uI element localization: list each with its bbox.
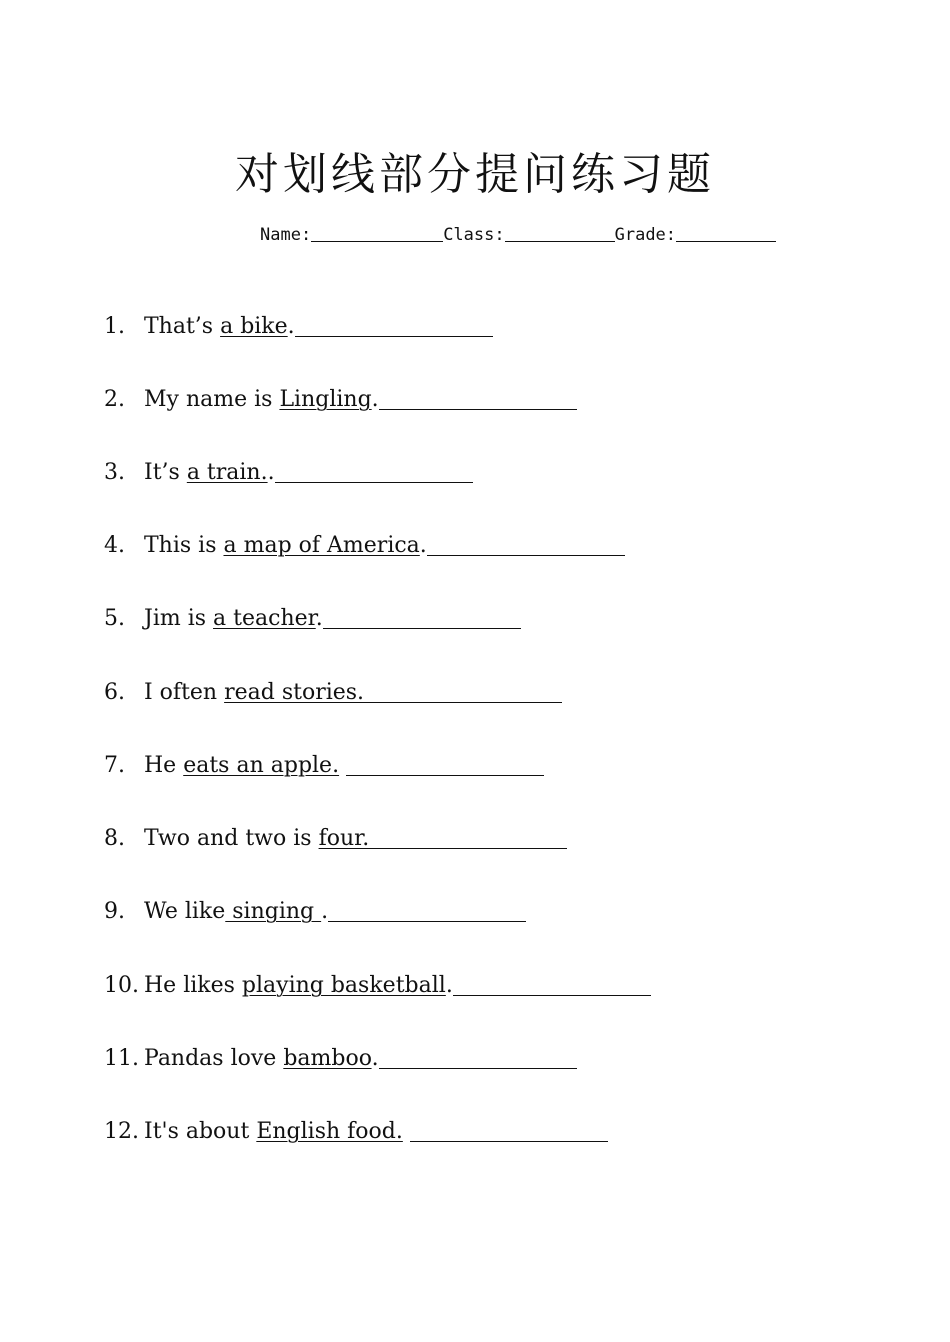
question-text: He [144, 753, 184, 778]
question-end: . [267, 460, 275, 485]
question-9 [104, 899, 526, 924]
question-number: 9. [104, 899, 125, 924]
question-end: . [321, 899, 329, 924]
question-end [339, 753, 346, 778]
underlined-part: a map of America [223, 533, 420, 558]
underlined-part: a teacher [213, 606, 316, 631]
question-5 [104, 606, 521, 631]
question-1 [104, 314, 493, 339]
answer-blank[interactable] [369, 826, 567, 849]
answer-blank[interactable] [275, 460, 473, 483]
question-end: . [371, 387, 379, 412]
question-3 [104, 460, 473, 485]
question-end: . [445, 973, 453, 998]
question-text: That’s [144, 314, 221, 339]
underlined-part: bamboo [283, 1046, 372, 1071]
question-2 [104, 387, 577, 412]
question-number: 3. [104, 460, 125, 485]
question-text: We like [144, 899, 226, 924]
underlined-part: a bike [220, 314, 288, 339]
student-info [260, 224, 776, 245]
answer-blank[interactable] [364, 680, 562, 703]
underlined-part: four. [318, 826, 370, 851]
grade-blank[interactable] [676, 224, 776, 242]
question-12 [104, 1119, 608, 1144]
answer-blank[interactable] [323, 606, 521, 629]
underlined-part: playing basketball [241, 973, 446, 998]
question-7 [104, 753, 544, 778]
question-number: 8. [104, 826, 125, 851]
question-number: 2. [104, 387, 125, 412]
underlined-part: a train. [186, 460, 268, 485]
class-blank[interactable] [505, 224, 615, 242]
question-number: 4. [104, 533, 125, 558]
underlined-part: English food. [256, 1119, 403, 1144]
question-text: It's about [144, 1119, 257, 1144]
name-blank[interactable] [311, 224, 443, 242]
question-10 [104, 973, 651, 998]
name-label: Name: [260, 225, 312, 245]
question-text: Jim is [144, 606, 214, 631]
question-end: . [315, 606, 323, 631]
answer-blank[interactable] [453, 973, 651, 996]
answer-blank[interactable] [379, 387, 577, 410]
question-number: 11. [104, 1046, 139, 1071]
question-6 [104, 680, 562, 705]
underlined-part: Lingling [279, 387, 372, 412]
question-end [403, 1119, 410, 1144]
question-text: He likes [144, 973, 242, 998]
answer-blank[interactable] [410, 1119, 608, 1142]
underlined-part: read stories. [224, 680, 365, 705]
question-end: . [419, 533, 427, 558]
class-label: Class: [443, 225, 505, 245]
question-end: . [371, 1046, 379, 1071]
answer-blank[interactable] [427, 533, 625, 556]
question-text: My name is [144, 387, 280, 412]
question-number: 10. [104, 973, 139, 998]
answer-blank[interactable] [379, 1046, 577, 1069]
underlined-part: eats an apple. [183, 753, 340, 778]
answer-blank[interactable] [295, 314, 493, 337]
answer-blank[interactable] [346, 753, 544, 776]
question-text: Pandas love [144, 1046, 284, 1071]
page-title: 对划线部分提问练习题 [235, 149, 715, 200]
underlined-part: singing [225, 899, 322, 924]
question-number: 5. [104, 606, 125, 631]
question-number: 1. [104, 314, 125, 339]
question-11 [104, 1046, 577, 1071]
question-4 [104, 533, 625, 558]
question-end: . [287, 314, 295, 339]
grade-label: Grade: [614, 225, 677, 245]
question-number: 7. [104, 753, 125, 778]
question-text: Two and two is [144, 826, 319, 851]
question-text: This is [144, 533, 224, 558]
answer-blank[interactable] [328, 899, 526, 922]
question-text: I often [144, 680, 225, 705]
question-8 [104, 826, 567, 851]
question-number: 6. [104, 680, 125, 705]
question-text: It’s [144, 460, 187, 485]
question-number: 12. [104, 1119, 139, 1144]
